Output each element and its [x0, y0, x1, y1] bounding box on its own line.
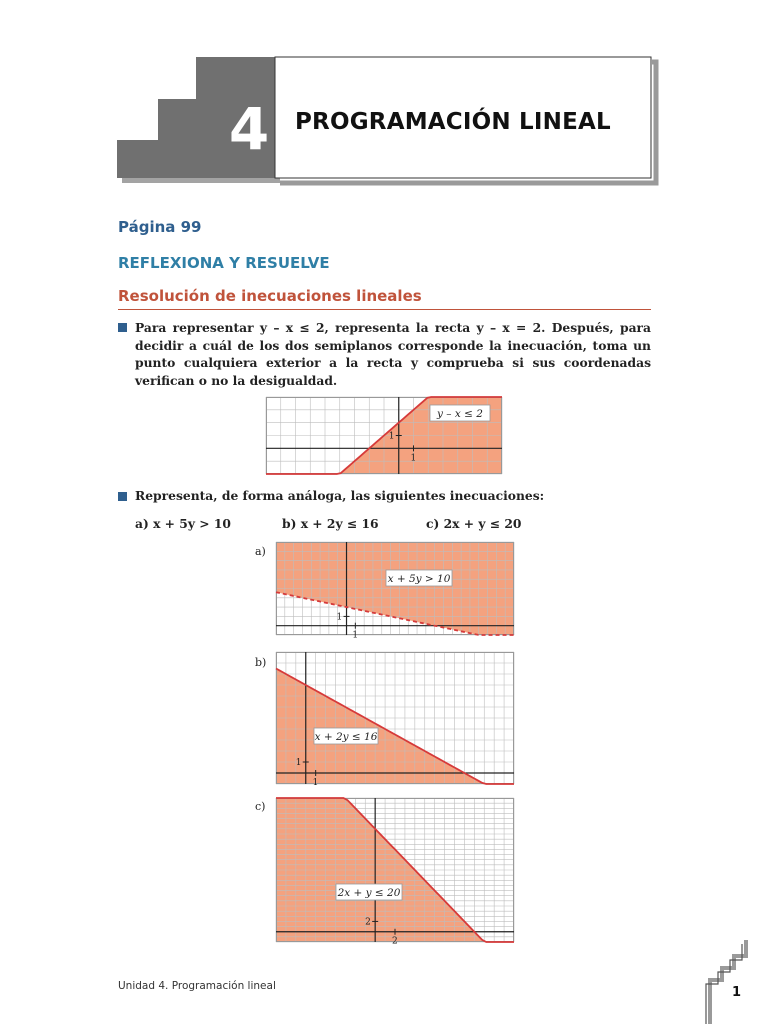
page-number: 1: [732, 985, 742, 1000]
inequality-label: x + 2y ≤ 16: [314, 731, 378, 743]
x-tick-label: 2: [392, 936, 398, 947]
y-tick-label: 1: [336, 612, 343, 623]
x-tick-label: 1: [352, 630, 359, 641]
chapter-number: 4: [228, 95, 270, 163]
item-c: c) 2x + y ≤ 20: [426, 516, 522, 531]
subsection-divider: [118, 309, 651, 310]
inequality-label: x + 5y > 10: [387, 573, 451, 585]
graph-b: [276, 652, 514, 788]
subsection-title: Resolución de inecuaciones lineales: [118, 287, 422, 305]
inequality-label: y – x ≤ 2: [437, 408, 483, 420]
y-tick-label: 1: [388, 431, 395, 442]
graph-y-minus-x: [266, 397, 502, 474]
exercise-paragraph-2: Representa, de forma análoga, las siguientes inecuaciones:: [135, 488, 545, 503]
section-title: REFLEXIONA Y RESUELVE: [118, 254, 330, 272]
bullet-square-icon: [118, 492, 127, 501]
panel-label-b: b): [255, 656, 267, 669]
footer-unit-label: Unidad 4. Programación lineal: [118, 980, 276, 992]
y-tick-label: 1: [295, 758, 302, 768]
chapter-header-graphic: [0, 0, 768, 200]
footer-steps-graphic: [690, 940, 768, 1024]
panel-label-a: a): [255, 545, 266, 558]
panel-label-c: c): [255, 800, 266, 813]
inequality-label: 2x + y ≤ 20: [337, 887, 401, 899]
item-a: a) x + 5y > 10: [135, 516, 231, 531]
chapter-title: PROGRAMACIÓN LINEAL: [295, 109, 611, 135]
x-tick-label: 1: [410, 453, 417, 464]
exercise-paragraph-1: Para representar y – x ≤ 2, representa la recta y – x = 2. Después, para decidir a cuál de los dos semiplanos corresponde la inecuación, toma un punto cualquiera exterior a la recta y comprueba si sus coordenadas verifican o no la desigualdad.: [135, 320, 651, 388]
item-b: b) x + 2y ≤ 16: [282, 516, 379, 531]
bullet-square-icon: [118, 323, 127, 332]
y-tick-label: 2: [365, 917, 371, 928]
graph-a: [276, 542, 514, 641]
page-label: Página 99: [118, 218, 202, 236]
graph-c: [276, 798, 514, 947]
x-tick-label: 1: [312, 778, 319, 788]
